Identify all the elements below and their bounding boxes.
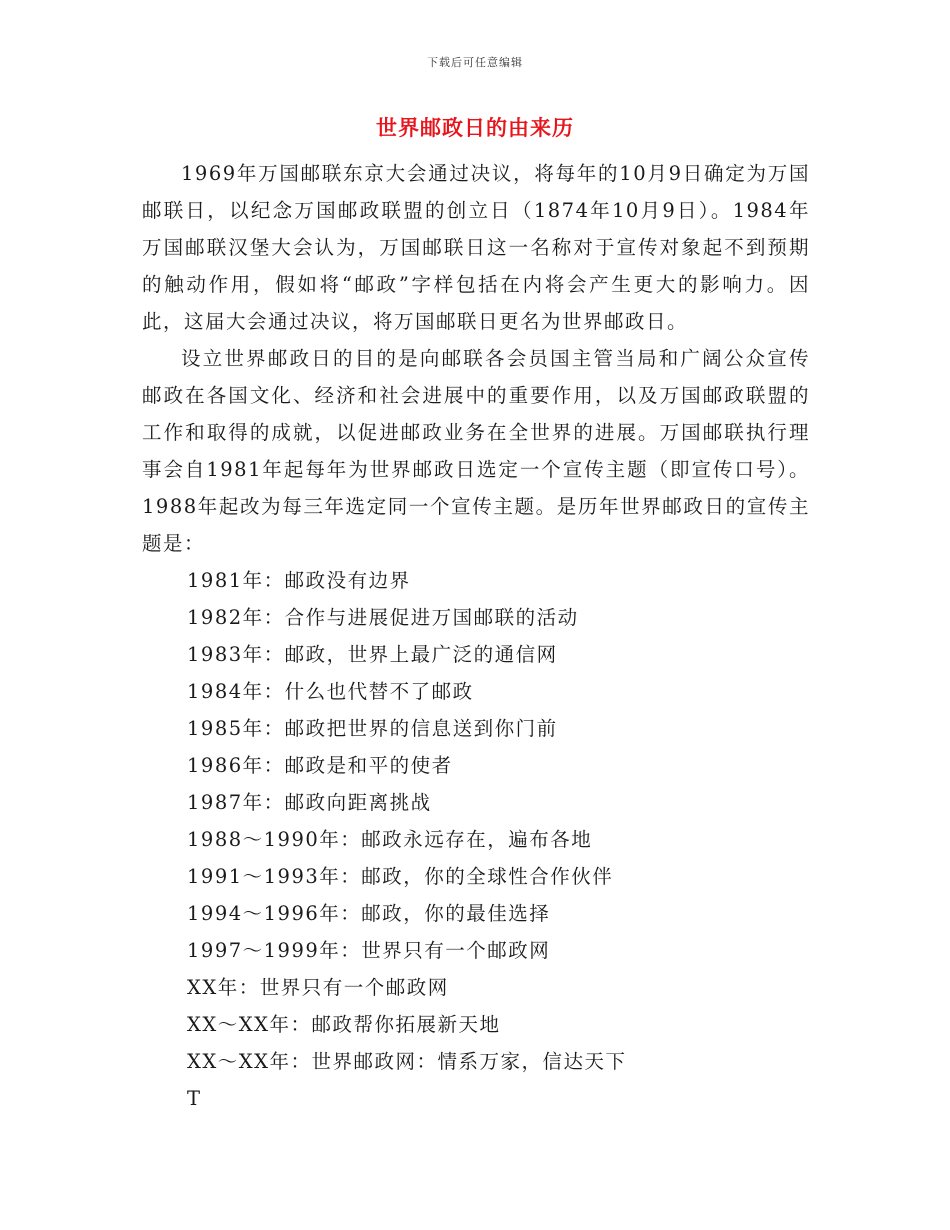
theme-list [142, 562, 810, 1117]
theme-item: 1994～1996年：邮政，你的最佳选择 [187, 902, 551, 925]
theme-item: 1997～1999年：世界只有一个邮政网 [187, 939, 551, 962]
theme-item: 1984年：什么也代替不了邮政 [187, 680, 474, 703]
page-header-note: 下载后可任意编辑 [427, 56, 523, 69]
theme-item: 1983年：邮政，世界上最广泛的通信网 [187, 643, 558, 666]
theme-item: XX～XX年：世界邮政网：情系万家，信达天下 [187, 1050, 627, 1073]
theme-item: 1986年：邮政是和平的使者 [187, 754, 453, 777]
theme-item: 1991～1993年：邮政，你的全球性合作伙伴 [187, 865, 614, 888]
theme-item: T [187, 1087, 202, 1110]
document-title: 世界邮政日的由来历 [376, 115, 574, 140]
paragraph-origin: 1969年万国邮联东京大会通过决议，将每年的10月9日确定为万国邮联日，以纪念万国邮政联盟的创立日（1874年10月9日）。1984年万国邮联汉堡大会认为，万国邮联日这一名称对于宣传对象起不到预期的触动作用，假如将“邮政”字样包括在内将会产生更大的影响力。因此，这届大会通过决议，将万国邮联日更名为世界邮政日。 [142, 162, 810, 333]
theme-item: 1981年：邮政没有边界 [187, 569, 411, 592]
theme-item: 1987年：邮政向距离挑战 [187, 791, 432, 814]
document-body [142, 155, 810, 1117]
theme-item: 1985年：邮政把世界的信息送到你门前 [187, 717, 558, 740]
paragraph-purpose: 设立世界邮政日的目的是向邮联各会员国主管当局和广阔公众宣传邮政在各国文化、经济和社会进展中的重要作用，以及万国邮政联盟的工作和取得的成就，以促进邮政业务在全世界的进展。万国邮联执行理事会自1981年起每年为世界邮政日选定一个宣传主题（即宣传口号）。1988年起改为每三年选定同一个宣传主题。是历年世界邮政日的宣传主题是： [142, 347, 810, 555]
theme-item: 1988～1990年：邮政永远存在，遍布各地 [187, 828, 593, 851]
theme-item: XX～XX年：邮政帮你拓展新天地 [187, 1013, 501, 1036]
theme-item: XX年：世界只有一个邮政网 [187, 976, 449, 999]
theme-item: 1982年：合作与进展促进万国邮联的活动 [187, 606, 579, 629]
